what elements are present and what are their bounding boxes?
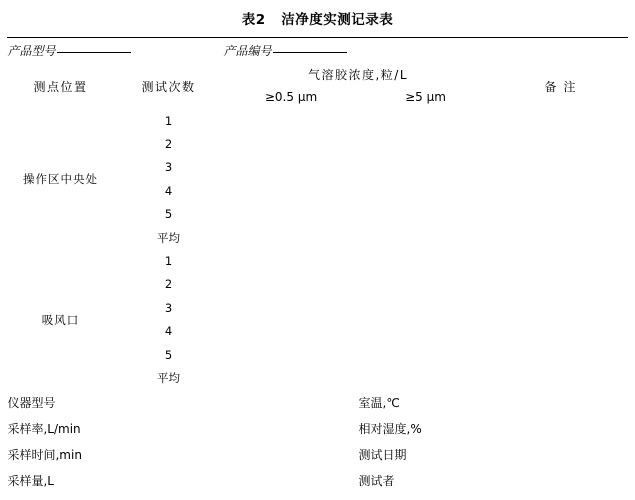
cell-remark[interactable] [493,226,628,249]
header-position-label: 测点位置 [33,79,88,94]
cell-ge05[interactable] [224,249,359,272]
cell-remark[interactable] [493,203,628,226]
footer-label-tester: 测试者 [358,474,395,489]
footer-label-room-temperature: 室温,℃ [358,396,400,411]
row-index: 5 [164,347,173,362]
footer-value-sampling-rate[interactable] [224,416,359,442]
footer-label-sampling-volume: 采样量,L [7,474,54,489]
row-index: 4 [164,324,173,339]
group-label-operation-center [7,109,113,249]
cell-ge05[interactable] [224,320,359,343]
cleanliness-record-table [7,37,627,494]
cell-ge05[interactable] [224,156,359,179]
cell-ge5[interactable] [359,320,493,343]
footer-row [7,416,627,442]
cell-ge05[interactable] [224,179,359,202]
cell-ge5[interactable] [359,132,493,155]
cell-remark[interactable] [493,320,628,343]
row-index: 平均 [156,230,180,245]
row-index: 3 [164,160,173,175]
product-serial-blank[interactable] [273,52,347,53]
footer-row [7,390,627,416]
footer-value-instrument-model[interactable] [224,390,359,416]
footer-label-test-date: 测试日期 [358,448,407,463]
row-index: 3 [164,300,173,315]
row-index: 1 [164,113,173,128]
header-remarks [493,63,628,109]
cell-ge5[interactable] [359,296,493,319]
header-remarks-label: 备注 [544,79,583,94]
product-serial-field [224,38,628,64]
group-label-text: 吸风口 [41,312,80,327]
footer-value-tester[interactable] [493,468,628,494]
cell-remark[interactable] [493,156,628,179]
cell-ge5[interactable] [359,366,493,389]
footer-label-sampling-rate: 采样率,L/min [7,422,81,437]
group-label-air-inlet [7,249,113,389]
cell-remark[interactable] [493,132,628,155]
group-label-text: 操作区中央处 [22,172,98,187]
row-index: 1 [164,254,173,269]
row-index: 2 [164,137,173,152]
cell-remark[interactable] [493,249,628,272]
table-title [0,0,635,37]
cell-ge05[interactable] [224,296,359,319]
cell-ge05[interactable] [224,273,359,296]
cell-ge05[interactable] [224,203,359,226]
footer-value-test-date[interactable] [493,442,628,468]
cell-remark[interactable] [493,296,628,319]
cell-ge5[interactable] [359,179,493,202]
cell-ge5[interactable] [359,109,493,132]
title-prefix: 表 [241,12,256,28]
footer-row [7,468,627,494]
title-text: 洁净度实测记录表 [281,12,394,28]
footer-value-sampling-time[interactable] [224,442,359,468]
cell-ge05[interactable] [224,226,359,249]
table-row [7,249,627,272]
header-test-count-label: 测试次数 [141,79,196,94]
cell-remark[interactable] [493,343,628,366]
table-header-upper [7,63,627,85]
footer-value-relative-humidity[interactable] [493,416,628,442]
title-number: 2 [255,12,268,28]
cell-ge05[interactable] [224,109,359,132]
footer-label-instrument-model: 仪器型号 [7,396,56,411]
row-index: 4 [164,183,173,198]
cell-remark[interactable] [493,273,628,296]
cell-ge05[interactable] [224,132,359,155]
footer-label-sampling-time: 采样时间,min [7,448,82,463]
product-serial-label: 产品编号 [223,44,272,58]
cell-remark[interactable] [493,179,628,202]
header-size-ge5-label: ≥5 μm [405,90,446,104]
header-position [7,63,113,109]
header-test-count [113,63,223,109]
header-concentration-group-label: 气溶胶浓度,粒/L [307,67,409,82]
header-size-ge05 [224,85,359,109]
row-index: 平均 [156,370,180,385]
table-row [7,109,627,132]
footer-value-room-temperature[interactable] [493,390,628,416]
cell-ge5[interactable] [359,226,493,249]
footer-label-relative-humidity: 相对湿度,% [358,422,422,437]
footer-value-sampling-volume[interactable] [224,468,359,494]
identifier-row [7,38,627,64]
product-model-label: 产品型号 [7,44,56,58]
row-index: 2 [164,277,173,292]
header-size-ge05-label: ≥0.5 μm [264,90,318,104]
cell-ge5[interactable] [359,203,493,226]
footer-row [7,442,627,468]
cell-ge05[interactable] [224,366,359,389]
cell-remark[interactable] [493,109,628,132]
cell-ge5[interactable] [359,156,493,179]
product-model-blank[interactable] [57,52,131,53]
row-index: 5 [164,207,173,222]
cell-ge5[interactable] [359,249,493,272]
cell-ge5[interactable] [359,343,493,366]
product-model-field [7,38,223,64]
cell-ge05[interactable] [224,343,359,366]
header-concentration-group [224,63,493,85]
header-size-ge5 [359,85,493,109]
cell-remark[interactable] [493,366,628,389]
cell-ge5[interactable] [359,273,493,296]
